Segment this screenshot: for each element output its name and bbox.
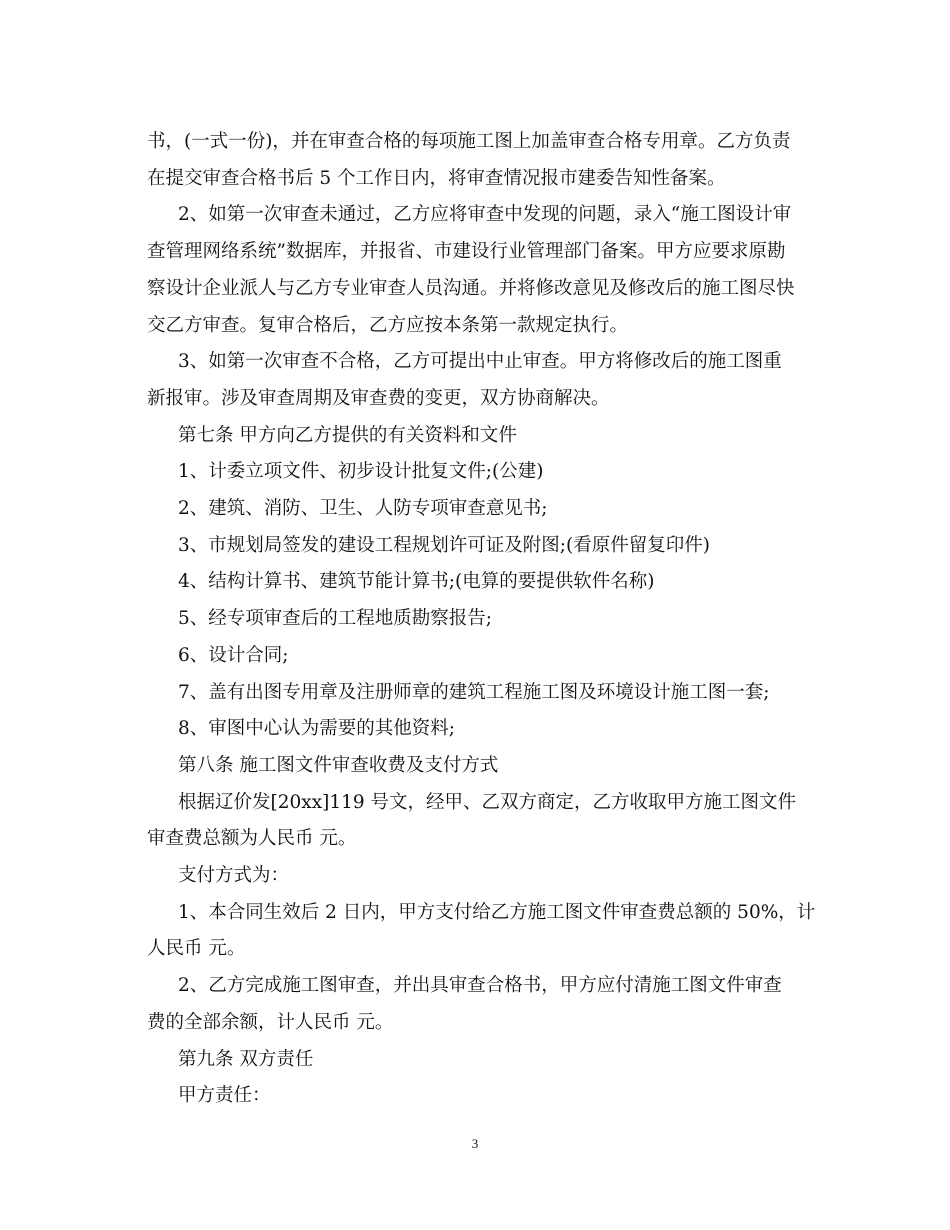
text-line: 5、经专项审查后的工程地质勘察报告;: [178, 608, 493, 630]
text-line: 交乙方审查。复审合格后，乙方应按本条第一款规定执行。: [147, 314, 629, 336]
text-line: 2、建筑、消防、卫生、人防专项审查意见书;: [178, 498, 548, 520]
text-line: 1、计委立项文件、初步设计批复文件;(公建): [178, 461, 544, 483]
text-line: 3、如第一次审查不合格，乙方可提出中止审查。甲方将修改后的施工图重: [178, 351, 782, 373]
text-line: 在提交审查合格书后 5 个工作日内，将审查情况报市建委告知性备案。: [147, 167, 726, 189]
text-line: 8、审图中心认为需要的其他资料;: [178, 718, 456, 740]
text-line: 2、如第一次审查未通过，乙方应将审查中发现的问题，录入“施工图设计审: [178, 204, 792, 226]
text-line: 6、设计合同;: [178, 644, 289, 666]
text-line: 支付方式为：: [178, 865, 290, 887]
text-line: 4、结构计算书、建筑节能计算书;(电算的要提供软件名称): [178, 571, 655, 593]
text-line: 费的全部余额，计人民币 元。: [147, 1011, 394, 1033]
text-line: 甲方责任：: [178, 1085, 271, 1107]
text-line: 审查费总额为人民币 元。: [147, 828, 357, 850]
text-line: 人民币 元。: [147, 938, 246, 960]
text-line: 第八条 施工图文件审查收费及支付方式: [178, 754, 499, 776]
document-body: [147, 124, 816, 1115]
text-line: 第九条 双方责任: [178, 1048, 314, 1070]
text-line: 3、市规划局签发的建设工程规划许可证及附图;(看原件留复印件): [178, 534, 710, 556]
text-line: 1、本合同生效后 2 日内，甲方支付给乙方施工图文件审查费总额的 50%，计: [178, 901, 816, 923]
page-number: 3: [471, 1136, 479, 1151]
text-line: 新报审。涉及审查周期及审查费的变更，双方协商解决。: [147, 387, 610, 409]
text-line: 第七条 甲方向乙方提供的有关资料和文件: [178, 424, 517, 446]
text-line: 书，(一式一份)，并在审查合格的每项施工图上加盖审查合格专用章。乙方负责: [147, 131, 791, 152]
text-line: 根据辽价发[20xx]119 号文，经甲、乙双方商定，乙方收取甲方施工图文件: [178, 791, 797, 813]
text-line: 2、乙方完成施工图审查，并出具审查合格书，甲方应付清施工图文件审查: [178, 975, 782, 997]
text-line: 7、盖有出图专用章及注册师章的建筑工程施工图及环境设计施工图一套;: [178, 681, 770, 703]
text-line: 查管理网络系统”数据库，并报省、市建设行业管理部门备案。甲方应要求原勘: [147, 241, 786, 263]
text-line: 察设计企业派人与乙方专业审查人员沟通。并将修改意见及修改后的施工图尽快: [147, 277, 795, 299]
